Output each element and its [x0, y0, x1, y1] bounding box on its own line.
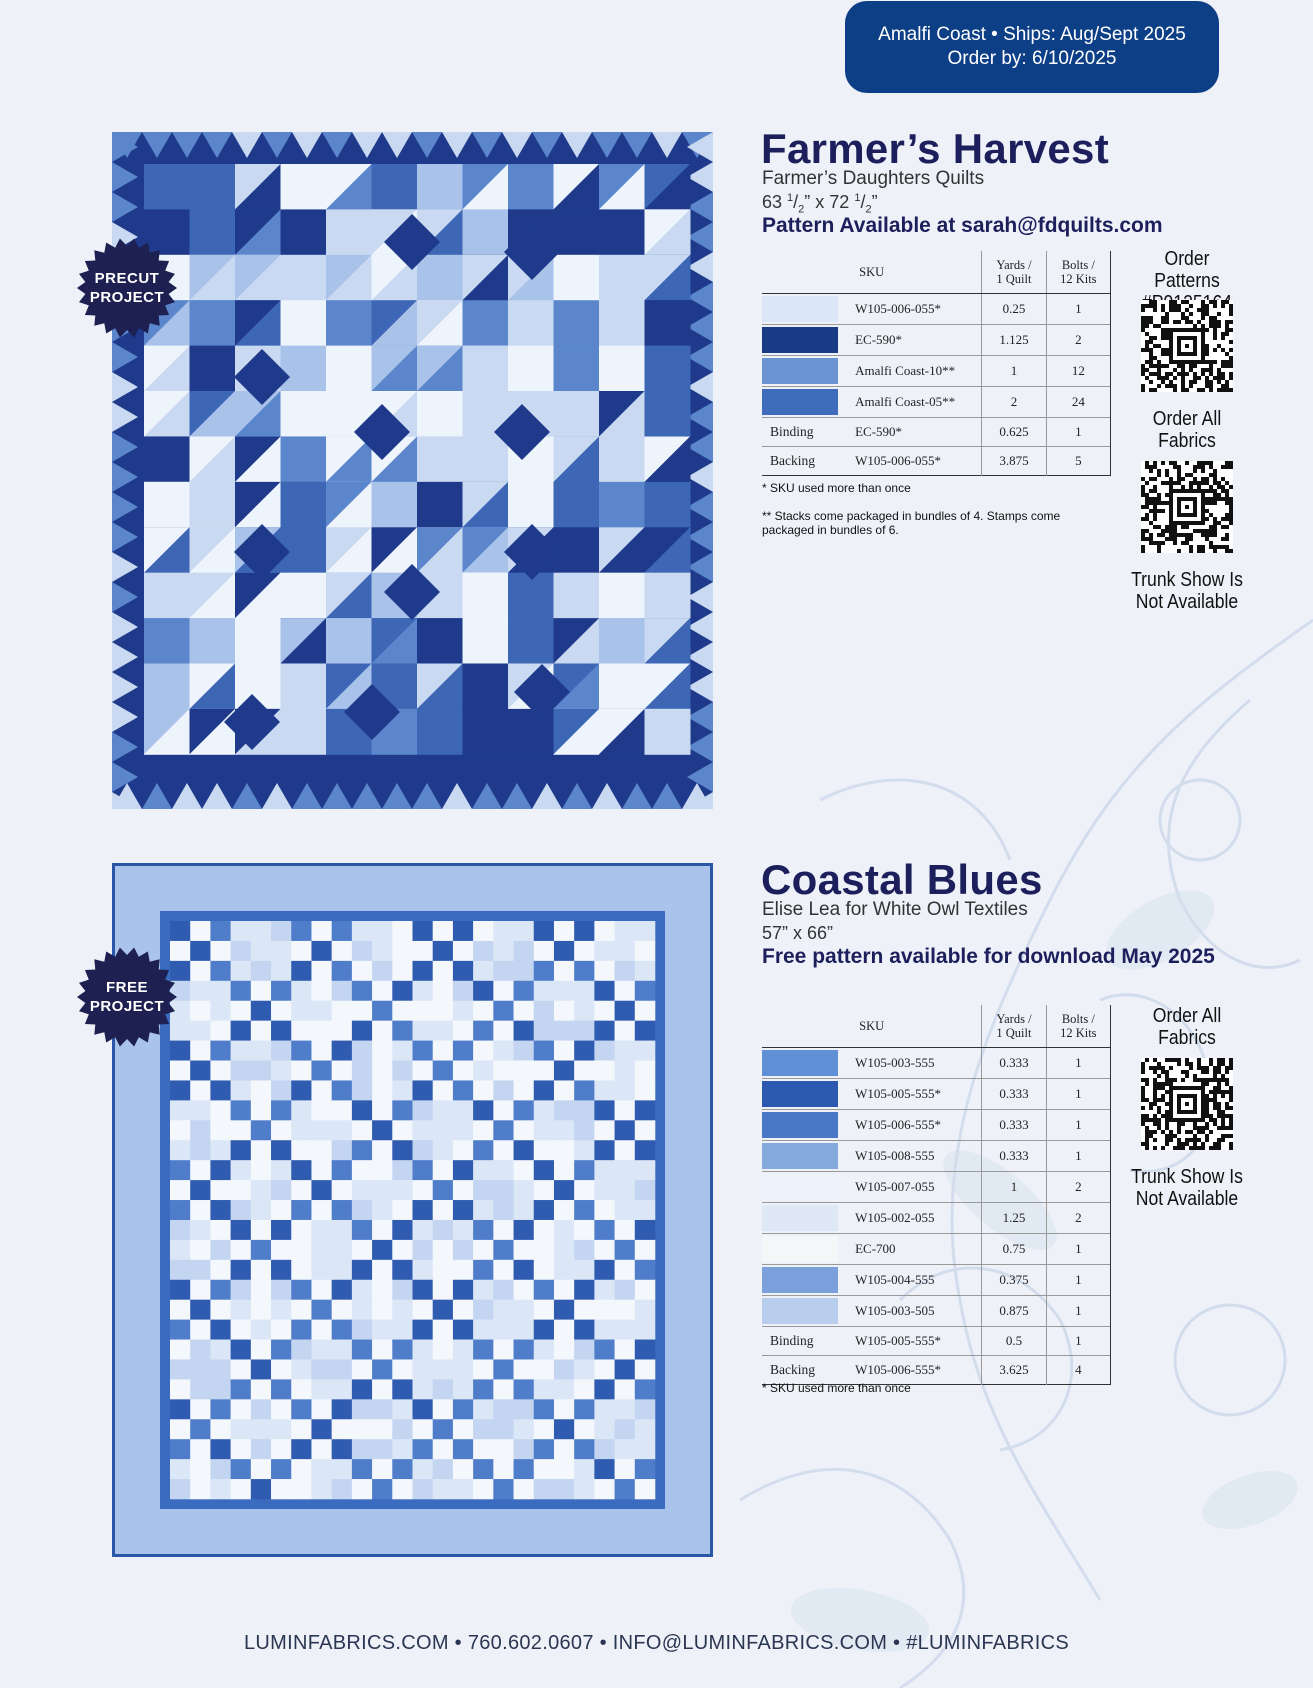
footnote-sku: * SKU used more than once — [762, 481, 911, 495]
size-height-inch: ” — [871, 192, 878, 212]
fabric-swatch — [762, 358, 838, 384]
sku-cell: Amalfi Coast-10** — [847, 356, 982, 387]
bolts-cell: 12 — [1046, 356, 1110, 387]
badge-line-1: FREE — [105, 979, 148, 996]
bolts-header: Bolts / 12 Kits — [1046, 251, 1110, 294]
bolts-cell: 1 — [1046, 1296, 1110, 1327]
collection-line: Amalfi Coast • Ships: Aug/Sept 2025 — [878, 24, 1186, 45]
sku-cell: W105-003-505 — [847, 1296, 982, 1327]
bolts-cell: 2 — [1046, 1172, 1110, 1203]
table-row — [762, 418, 1111, 447]
bolts-header: Bolts / 12 Kits — [1046, 1005, 1110, 1048]
bolts-cell: 1 — [1046, 294, 1110, 325]
fabric-swatch — [762, 296, 838, 322]
farmers-harvest-quilt-image — [112, 132, 713, 809]
fabric-swatch — [762, 1112, 838, 1138]
yards-cell: 0.625 — [982, 418, 1046, 447]
order-patterns-label: Order Patterns — [1154, 248, 1220, 292]
size-height-slash: / — [860, 192, 866, 212]
sku-cell: W105-003-555 — [855, 1055, 935, 1070]
fabric-swatch — [762, 1267, 838, 1293]
row-label: Backing — [762, 1356, 847, 1385]
bolts-cell: 1 — [1046, 1327, 1110, 1356]
sku-cell: W105-008-555 — [847, 1141, 982, 1172]
table-row — [762, 294, 1111, 325]
table-row — [762, 1203, 1111, 1234]
bolts-cell: 4 — [1046, 1356, 1110, 1385]
yards-cell: 0.333 — [982, 1079, 1046, 1110]
bolts-cell: 1 — [1046, 1265, 1110, 1296]
table-row — [762, 1234, 1111, 1265]
yards-cell: 1 — [982, 356, 1046, 387]
yards-cell: 2 — [982, 387, 1046, 418]
size-width-den: 2 — [798, 203, 805, 216]
size-width-whole: 63 — [762, 192, 788, 212]
bolts-cell: 1 — [1046, 418, 1110, 447]
table-row — [762, 1079, 1111, 1110]
sku-cell: W105-005-555* — [847, 1327, 982, 1356]
bolts-cell: 2 — [1046, 325, 1110, 356]
yards-cell: 0.333 — [982, 1048, 1046, 1079]
sku-header: SKU — [762, 251, 982, 294]
table-row — [762, 1265, 1111, 1296]
sku-cell: W105-004-555 — [847, 1265, 982, 1296]
bolts-cell: 1 — [1046, 1141, 1110, 1172]
table-row — [762, 1327, 1111, 1356]
yards-cell: 1.125 — [982, 325, 1046, 356]
order-by-line: Order by: 6/10/2025 — [947, 48, 1117, 69]
sku-cell: W105-006-055* — [847, 447, 982, 476]
free-project-badge — [77, 947, 177, 1047]
table-row — [762, 356, 1111, 387]
yards-cell: 0.75 — [982, 1234, 1046, 1265]
sku-cell: EC-590* — [847, 325, 982, 356]
table-row — [762, 325, 1111, 356]
project-size — [762, 192, 878, 216]
project-designer: Farmer’s Daughters Quilts — [762, 168, 985, 189]
precut-project-badge — [77, 238, 177, 338]
yards-cell: 3.625 — [982, 1356, 1046, 1385]
order-patterns-qr-icon[interactable] — [1141, 300, 1233, 392]
size-width-slash: / — [793, 192, 799, 212]
footnote-stacks: ** Stacks come packaged in bundles of 4. Stamps come packaged in bundles of 6. — [762, 509, 1061, 537]
badge-line-2: PROJECT — [89, 289, 165, 306]
table-row — [762, 1048, 1111, 1079]
size-height-den: 2 — [865, 203, 872, 216]
fabric-requirements-table — [762, 1005, 1111, 1385]
fabric-swatch — [762, 1050, 838, 1076]
footer-contact: LUMINFABRICS.COM • 760.602.0607 • INFO@LUMINFABRICS.COM • #LUMINFABRICS — [243, 1632, 1070, 1654]
sku-cell: W105-006-555* — [847, 1356, 982, 1385]
yards-header: Yards / 1 Quilt — [982, 1005, 1046, 1048]
collection-badge — [845, 1, 1219, 93]
pattern-availability: Pattern Available at sarah@fdquilts.com — [762, 214, 1163, 237]
row-label: Backing — [762, 447, 847, 476]
yards-cell: 0.375 — [982, 1265, 1046, 1296]
badge-line-2: PROJECT — [89, 998, 165, 1015]
yards-cell: 0.333 — [982, 1110, 1046, 1141]
size-height-num: 1 — [854, 192, 861, 204]
bolts-cell: 2 — [1046, 1203, 1110, 1234]
sku-cell: W105-006-555* — [847, 1110, 982, 1141]
yards-cell: 0.25 — [982, 294, 1046, 325]
coastal-blues-quilt-image — [112, 863, 713, 1557]
yards-cell: 1 — [982, 1172, 1046, 1203]
yards-header: Yards / 1 Quilt — [982, 251, 1046, 294]
project-size: 57” x 66” — [762, 923, 834, 943]
order-fabrics-label: Order All Fabrics — [1152, 1005, 1222, 1049]
fabric-requirements-table — [762, 251, 1111, 476]
project-designer: Elise Lea for White Owl Textiles — [762, 899, 1028, 920]
yards-cell: 0.875 — [982, 1296, 1046, 1327]
sku-cell: W105-007-055 — [847, 1172, 982, 1203]
yards-cell: 0.333 — [982, 1141, 1046, 1172]
sku-header: SKU — [762, 1005, 982, 1048]
sku-cell: W105-006-055* — [855, 301, 942, 316]
fabric-swatch — [762, 389, 838, 415]
badge-line-1: PRECUT — [94, 270, 160, 287]
bolts-cell: 1 — [1046, 1234, 1110, 1265]
fabric-swatch — [762, 1236, 838, 1262]
table-row — [762, 1296, 1111, 1327]
yards-cell: 3.875 — [982, 447, 1046, 476]
row-label: Binding — [762, 1327, 847, 1356]
fabric-swatch — [762, 1298, 838, 1324]
sku-cell: W105-002-055 — [847, 1203, 982, 1234]
footnote-sku: * SKU used more than once — [762, 1381, 911, 1395]
bolts-cell: 1 — [1046, 1079, 1110, 1110]
fabric-swatch — [762, 1143, 838, 1169]
fabric-swatch — [762, 327, 838, 353]
bolts-cell: 1 — [1046, 1048, 1110, 1079]
bolts-cell: 24 — [1046, 387, 1110, 418]
bolts-cell: 1 — [1046, 1110, 1110, 1141]
order-fabrics-qr-icon[interactable] — [1141, 1058, 1233, 1150]
project-title: Coastal Blues — [761, 856, 1043, 903]
sku-cell: EC-590* — [847, 418, 982, 447]
table-row — [762, 387, 1111, 418]
sku-cell: Amalfi Coast-05** — [847, 387, 982, 418]
yards-cell: 1.25 — [982, 1203, 1046, 1234]
table-row — [762, 1172, 1111, 1203]
sku-cell: W105-005-555* — [847, 1079, 982, 1110]
sku-cell: EC-700 — [847, 1234, 982, 1265]
order-fabrics-qr-icon[interactable] — [1141, 461, 1233, 553]
fabric-swatch — [762, 1205, 838, 1231]
size-height-whole: ” x 72 — [804, 192, 855, 212]
trunk-show-label: Trunk Show Is Not Available — [1131, 1166, 1243, 1210]
table-row — [762, 447, 1111, 476]
size-width-num: 1 — [787, 192, 794, 204]
fabric-swatch — [762, 1174, 838, 1200]
bolts-cell: 5 — [1046, 447, 1110, 476]
table-row — [762, 1141, 1111, 1172]
pattern-availability: Free pattern available for download May 2025 — [762, 945, 1215, 968]
row-label: Binding — [762, 418, 847, 447]
trunk-show-label: Trunk Show Is Not Available — [1131, 569, 1243, 613]
project-title: Farmer’s Harvest — [761, 125, 1109, 172]
table-row — [762, 1110, 1111, 1141]
fabric-swatch — [762, 1081, 838, 1107]
yards-cell: 0.5 — [982, 1327, 1046, 1356]
order-fabrics-label: Order All Fabrics — [1152, 408, 1222, 452]
